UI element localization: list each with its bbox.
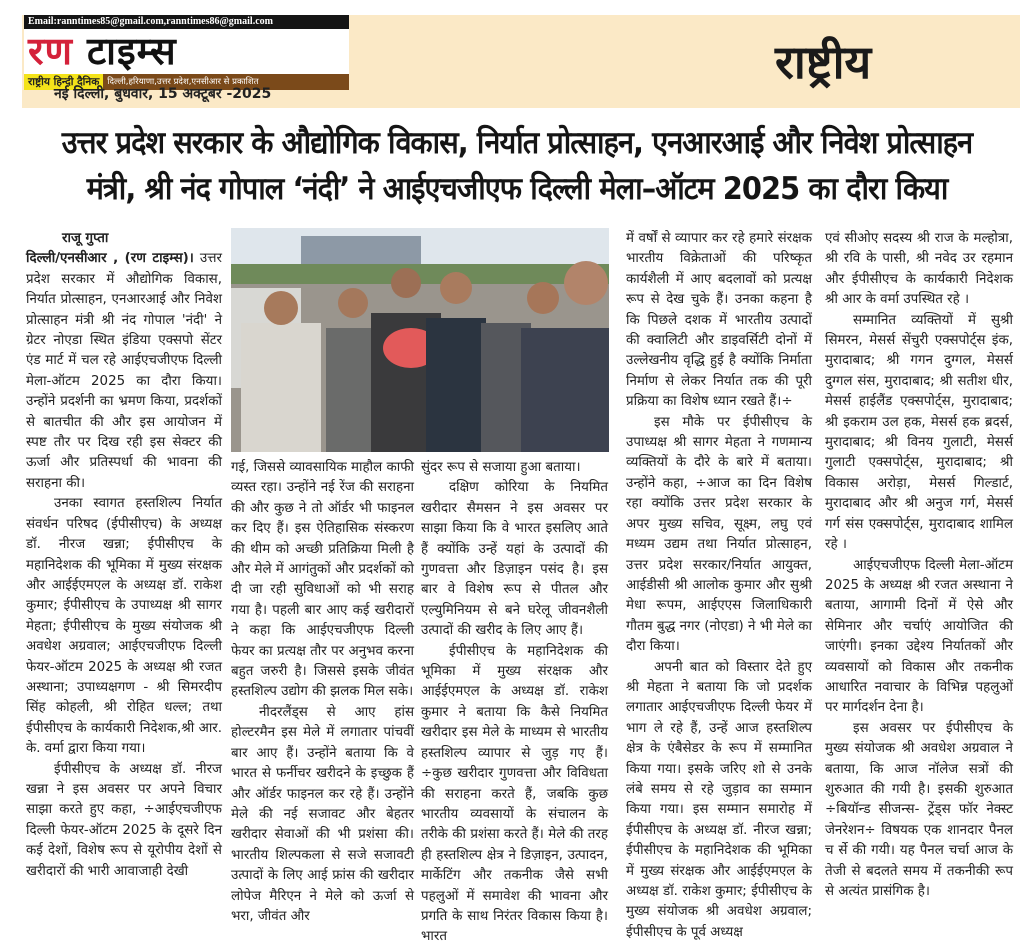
paragraph: इस अवसर पर ईपीसीएच के मुख्य संयोजक श्री अवधेश अग्रवाल ने बताया, कि आज नॉलेज सत्रों की शुरुआत की गयी है। इसकी शुरुआत ÷बियॉन्ड सीजन्स- ट्रेंड्स फॉर नेक्स्ट जेनरेशन÷ विषयक एक शानदार पैनल च र्से की गयी। यह पैनल चर्चा आज के तेजी से बदलते समय में तकनीकी रूप से अत्यंत प्रासंगिक है।: [825, 720, 1013, 899]
paragraph: एवं सीओए सदस्य श्री राज के मल्होत्रा, श्री रवि के पासी, श्री नवेद उर रहमान और ईपीसीएच के कार्यकारी निदेशक श्री आर के वर्मा उपस्थित रहे ।: [825, 231, 1013, 308]
article-column-3: [421, 458, 608, 948]
paragraph: इस मौके पर ईपीसीएच के उपाध्यक्ष श्री सागर मेहता ने गणमान्य व्यक्तियों के दौरे के बारे में बताया। उन्होंने कहा, ÷आज का दिन विशेष रहा क्योंकि उत्तर प्रदेश सरकार के अपर मुख्य सचिव, सूक्ष्म, लघु एवं मध्यम उद्यम तथा निर्यात प्रोत्साहन, उत्तर प्रदेश सरकार/निर्यात आयुक्त, आईडीसी श्री आलोक कुमार और सुश्री मेधा रूपम, आईएएस जिलाधिकारी गौतम बुद्ध नगर (नोएडा) ने भी मेले का दौरा किया।: [626, 414, 812, 655]
newspaper-name-part2: टाइम्स: [87, 29, 177, 73]
paragraph: [26, 249, 222, 494]
newspaper-name-part1: रण: [28, 29, 74, 73]
paragraph: अपनी बात को विस्तार देते हुए श्री मेहता ने बताया कि जो प्रदर्शक लगातार आईएचजीएफ दिल्ली फेयर में भाग ले रहे हैं, उन्हें आज हस्तशिल्प क्षेत्र के एंबैसेडर के रूप में सम्मानित किया गया। इसके जरिए शो से उनके लंबे समय से रहे जुड़ाव का सम्मान किया गया। इस सम्मान समारोह में ईपीसीएच के अध्यक्ष डॉ. नीरज खन्ना; ईपीसीएच के महानिदेशक की भूमिका में मुख्य संरक्षक और आईईएमएल के अध्यक्ष डॉ. राकेश कुमार; ईपीसीएच के मुख्य संयोजक श्री अवधेश अग्रवाल; ईपीसीएच के पूर्व अध्यक्ष: [626, 659, 812, 940]
paragraph: ईपीसीएच के महानिदेशक की भूमिका में मुख्य संरक्षक और आईईएमएल के अध्यक्ष डॉ. राकेश कुमार ने बताया कि कैसे नियमित खरीदार इस मेले के माध्यम से भारतीय हस्तशिल्प व्यापार से जुड़ गए हैं। ÷कुछ खरीदार गुणवत्ता और विविधता की सराहना करते हैं, जबकि कुछ भारतीय व्यवसायों के संचालन के तरीके की प्रशंसा करते हैं। मेले की तरह ही हस्तशिल्प क्षेत्र ने डिज़ाइन, उत्पादन, मार्केटिंग और तकनीक जैसे सभी पहलुओं में समावेश की भावना और प्रगति के साथ निरंतर विकास किया है। भारत: [421, 643, 608, 945]
dateline: दिल्ली/एनसीआर , (रण टाइम्स)।: [26, 251, 194, 267]
article-column-2: [231, 458, 414, 927]
newspaper-logo: [24, 15, 349, 90]
paragraph: आईएचजीएफ दिल्ली मेला-ऑटम 2025 के अध्यक्ष श्री रजत अस्थाना ने बताया, आगामी दिनों में ऐसे और सेमिनार और चर्चाएं आयोजित की जाएंगी। इनका उद्देश्य निर्यातकों और व्यवसायों को विकास और तकनीक आधारित नवाचार के विभिन्न पहलुओं पर मार्गदर्शन देना है।: [825, 557, 1013, 716]
article-column-4: [626, 229, 812, 943]
paragraph: नीदरलैंड्स से आए हांस होल्टरमैन इस मेले में लगातार पांचवीं बार आए हैं। उन्होंने बताया कि वे भारत से फर्नीचर खरीदने के इच्छुक हैं और ऑर्डर फाइनल कर रहे हैं। उन्होंने मेले की नई सजावट और बेहतर खरीदार सेवाओं की भी प्रशंसा की। भारतीय शिल्पकला से सजे सजावटी उत्पादों के लिए आई फ्रांस की खरीदार लोपेज मैरिएन ने मेले को ऊर्जा से भरा, जीवंत और: [231, 704, 414, 924]
published-from: दिल्ली,हरियाणा,उत्तर प्रदेश,एनसीआर से प्रकाशित: [103, 74, 349, 90]
paragraph-text: उत्तर प्रदेश सरकार में औद्योगिक विकास, निर्यात प्रोत्साहन, एनआरआई और निवेश प्रोत्साहन मंत्री श्री नंद गोपाल 'नंदी' ने ग्रेटर नोएडा स्थित इंडिया एक्सपो सेंटर एंड मार्ट में चल रहे आईएचजीएफ दिल्ली मेला-ऑटम 2025 का दौरा किया। उन्होंने प्रदर्शनी का भ्रमण किया, प्रदर्शकों से बातचीत की और इस आयोजन में स्पष्ट तौर पर दिख रही इस सेक्टर की ऊर्जा और प्रतिस्पर्धा की भावना की सराहना की।: [26, 251, 222, 491]
section-title: राष्ट्रीय: [775, 35, 872, 89]
issue-date: नई दिल्ली, बुधवार, 15 अक्टूबर -2025: [54, 86, 272, 102]
article-column-5: [825, 229, 1013, 902]
article-column-1: [26, 229, 222, 882]
paragraph: सम्मानित व्यक्तियों में सुश्री सिमरन, मेसर्स सेंचुरी एक्सपोर्ट्स इंक, मुरादाबाद; श्री गगन दुग्गल, मेसर्स दुग्गल संस, मुरादाबाद; श्री सतीश धीर, मेसर्स हाईलैंड एक्सपोर्ट्स, मुरादाबाद; श्री इकराम उल हक, मेसर्स हक ब्रदर्स, मुरादाबाद; श्री विनय गुलाटी, मेसर्स गुलाटी एक्सपोर्ट्स, मुरादाबाद; श्री विकास अरोड़ा, मेसर्स गिल्डार्ट, मुरादाबाद और श्री अनुज गर्ग, मेसर्स गर्ग संस एक्सपोर्ट्स, मुरादाबाद शामिल रहे ।: [825, 312, 1013, 553]
headline-line-1: उत्तर प्रदेश सरकार के औद्योगिक विकास, निर्यात प्रोत्साहन, एनआरआई और निवेश प्रोत्साहन: [61, 125, 973, 161]
newspaper-name: [24, 29, 349, 74]
headline: [57, 120, 978, 212]
byline: राजू गुप्ता: [62, 231, 109, 246]
paragraph: ईपीसीएच के अध्यक्ष डॉ. नीरज खन्ना ने इस अवसर पर अपने विचार साझा करते हुए कहा, ÷आईएचजीएफ दिल्ली फेयर-ऑटम 2025 के दूसरे दिन कई देशों, विशेष रूप से यूरोपीय देशों से खरीदारों की भारी आवाजाही देखी: [26, 761, 222, 879]
masthead-email: Email:ranntimes85@gmail.com,ranntimes86@gmail.com: [24, 15, 349, 29]
paragraph: में वर्षों से व्यापार कर रहे हमारे संरक्षक भारतीय विक्रेताओं की परिष्कृत कार्यशैली में आए बदलावों को प्रत्यक्ष रूप से देख चुके हैं। उनका कहना है कि पिछले दशक में भारतीय उत्पादों की क्वालिटी और डाइवर्सिटी दोनों में उल्लेखनीय वृद्धि हुई है क्योंकि निर्माता निर्माण से लेकर निर्यात तक की पूरी प्रक्रिया का विशेष ध्यान रखते हैं।÷: [626, 231, 812, 410]
paragraph: दक्षिण कोरिया के नियमित खरीदार सैमसन ने इस अवसर पर साझा किया कि वे भारत इसलिए आते हैं क्योंकि उन्हें यहां के उत्पादों की गुणवत्ता और डिज़ाइन पसंद है। इस बार वे विशेष रूप से पीतल और एल्युमिनियम से बने घरेलू जीवनशैली उत्पादों की खरीद के लिए आए हैं।: [421, 480, 608, 639]
paragraph: सुंदर रूप से सजाया हुआ बताया।: [421, 460, 581, 475]
headline-line-2: मंत्री, श्री नंद गोपाल ‘नंदी’ ने आईएचजीएफ दिल्ली मेला–ऑटम 2025 का दौरा किया: [86, 171, 948, 207]
article-photo: [231, 228, 609, 452]
paragraph: उनका स्वागत हस्तशिल्प निर्यात संवर्धन परिषद (ईपीसीएच) के अध्यक्ष डॉ. नीरज खन्ना; ईपीसीएच के महानिदेशक की भूमिका में मुख्य संरक्षक और आईईएमएल के अध्यक्ष डॉ. राकेश कुमार; ईपीसीएच के उपाध्यक्ष श्री सागर मेहता; ईपीसीएच के मुख्य संयोजक श्री अवधेश अग्रवाल; आईएचजीएफ दिल्ली फेयर-ऑटम 2025 के अध्यक्ष श्री रजत अस्थाना; उपाध्यक्षगण - श्री सिमरदीप सिंह कोहली, श्री रोहित धल्ल; तथा ईपीसीएच के कार्यकारी निदेशक,श्री आर. के. वर्मा द्वारा किया गया।: [26, 496, 222, 757]
tagline: राष्ट्रीय हिन्दी दैनिक: [24, 74, 103, 90]
paragraph: गई, जिससे व्यावसायिक माहौल काफी व्यस्त रहा। उन्होंने नई रेंज की सराहना की और कुछ ने तो ऑर्डर भी फाइनल कर दिए हैं। इस ऐतिहासिक संस्करण की थीम को अच्छी प्रतिक्रिया मिली है और मेले में आगंतुकों और प्रदर्शकों को दी जा रही सुविधाओं को भी सराह गया है। पहली बार आए कई खरीदारों ने कहा कि आईएचजीएफ दिल्ली फेयर का प्रत्यक्ष तौर पर अनुभव करना बहुत जरुरी है। जिससे इसके जीवंत हस्तशिल्प उद्योग की झलक मिल सके।: [231, 460, 414, 700]
